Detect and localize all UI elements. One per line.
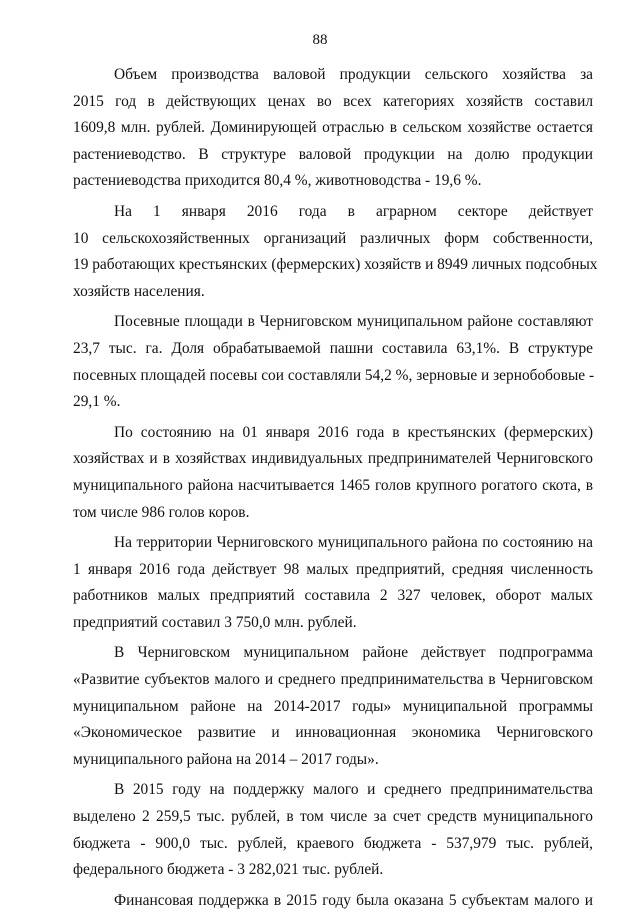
text-line: 10 сельскохозяйственных организаций различных форм собственности,: [73, 229, 593, 247]
text-line: «Развитие субъектов малого и среднего предпринимательства в Черниговском: [73, 671, 593, 689]
text-line: 1 января 2016 года действует 98 малых предприятий, средняя численность: [73, 560, 593, 578]
paragraph-sown-areas: [73, 309, 593, 415]
text-line: Объем производства валовой продукции сельского хозяйства за: [114, 66, 593, 83]
text-line: «Экономическое развитие и инновационная экономика Черниговского: [73, 724, 593, 742]
paragraph-agrarian-sector: [73, 199, 598, 305]
paragraph-livestock: [73, 420, 593, 526]
text-line: 23,7 тыс. га. Доля обрабатываемой пашни составила 63,1%. В структуре: [73, 339, 593, 357]
text-line: Посевные площади в Черниговском муниципальном районе составляют: [114, 313, 593, 331]
text-line: выделено 2 259,5 тыс. рублей, в том числе за счет средств муниципального: [73, 808, 593, 826]
paragraph-small-enterprises: [73, 530, 593, 636]
text-line: По состоянию на 01 января 2016 года в крестьянских (фермерских): [114, 423, 593, 441]
text-line: 1609,8 млн. рублей. Доминирующей отраслью в сельском хозяйстве остается: [73, 119, 593, 137]
text-line: 2015 год в действующих ценах во всех категориях хозяйств составил: [73, 92, 593, 110]
text-line: хозяйств населения.: [73, 282, 205, 300]
document-body: [73, 62, 598, 918]
text-line: В 2015 году на поддержку малого и среднего предпринимательства: [114, 781, 593, 799]
text-line: посевных площадей посевы сои составляли 54,2 %, зерновые и зернобобовые -: [73, 366, 595, 384]
paragraph-agriculture-output: [73, 62, 593, 195]
text-line: работников малых предприятий составила 2 327 человек, оборот малых: [73, 587, 593, 605]
text-line: растениеводства приходится 80,4 %, животноводства - 19,6 %.: [73, 172, 482, 190]
text-line: предприятий составил 3 750,0 млн. рублей.: [73, 613, 357, 631]
text-line: федерального бюджета - 3 282,021 тыс. рублей.: [73, 861, 384, 879]
text-line: муниципального района на 2014 – 2017 годы».: [73, 750, 379, 768]
text-line: муниципальном районе на 2014-2017 годы» муниципальной программы: [73, 697, 593, 715]
paragraph-financial-support: [73, 888, 593, 915]
paragraph-funding: [73, 777, 593, 883]
paragraph-subprogram: [73, 640, 593, 773]
text-line: хозяйствах и в хозяйствах индивидуальных предпринимателей Черниговского: [73, 450, 593, 468]
text-line: муниципального района насчитывается 1465 голов крупного рогатого скота, в: [73, 476, 593, 494]
text-line: На 1 января 2016 года в аграрном секторе действует: [114, 202, 593, 220]
text-line: том числе 986 голов коров.: [73, 503, 250, 521]
text-line: На территории Черниговского муниципального района по состоянию на: [114, 534, 593, 552]
text-line: растениеводство. В структуре валовой продукции на долю продукции: [73, 145, 593, 163]
text-line: 19 работающих крестьянских (фермерских) хозяйств и 8949 личных подсобных: [73, 256, 598, 274]
page-number: 88: [312, 32, 328, 48]
text-line: 29,1 %.: [73, 393, 121, 411]
text-line: Финансовая поддержка в 2015 году была оказана 5 субъектам малого и: [114, 891, 593, 909]
text-line: В Черниговском муниципальном районе действует подпрограмма: [114, 644, 593, 662]
text-line: бюджета - 900,0 тыс. рублей, краевого бюджета - 537,979 тыс. рублей,: [73, 834, 593, 852]
